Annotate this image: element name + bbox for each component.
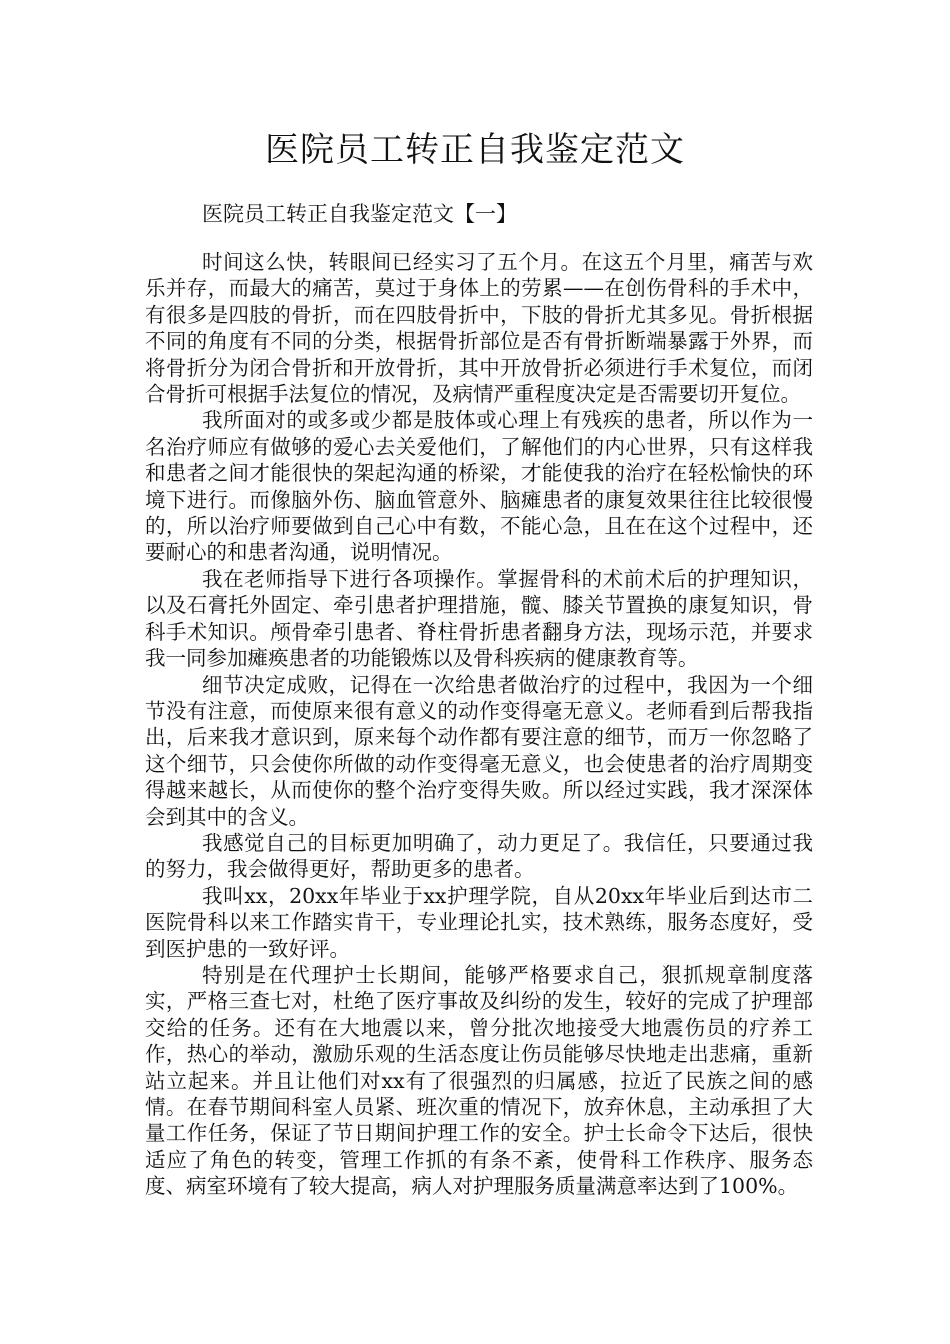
document-body (145, 249, 813, 1200)
paragraph-2: 我所面对的或多或少都是肢体或心理上有残疾的患者，所以作为一名治疗师应有做够的爱心去关爱他们，了解他们的内心世界，只有这样我和患者之间才能很快的架起沟通的桥梁，才能使我的治疗在轻松愉快的环境下进行。而像脑外伤、脑血管意外、脑瘫患者的康复效果往往比较很慢的，所以治疗师要做到自己心中有数，不能心急，且在在这个过程中，还要耐心的和患者沟通，说明情况。 (145, 408, 813, 565)
section-heading: 医院员工转正自我鉴定范文【一】 (202, 202, 517, 226)
paragraph-6: 我叫xx，20xx年毕业于xx护理学院，自从20xx年毕业后到达市二医院骨科以来工作踏实肯干，专业理论扎实，技术熟练，服务态度好，受到医护患的一致好评。 (145, 883, 813, 961)
document-title: 医院员工转正自我鉴定范文 (265, 130, 685, 170)
paragraph-7: 特别是在代理护士长期间，能够严格要求自己，狠抓规章制度落实，严格三查七对，杜绝了医疗事故及纠纷的发生，较好的完成了护理部交给的任务。还有在大地震以来，曾分批次地接受大地震伤员的疗养工作，热心的举动，激励乐观的生活态度让伤员能够尽快地走出悲痛，重新站立起来。并且让他们对xx有了很强烈的归属感，拉近了民族之间的感情。在春节期间科室人员紧、班次重的情况下，放弃休息，主动承担了大量工作任务，保证了节日期间护理工作的安全。护士长命令下达后，很快适应了角色的转变，管理工作抓的有条不紊，使骨科工作秩序、服务态度、病室环境有了较大提高，病人对护理服务质量满意率达到了100%。 (145, 962, 813, 1199)
paragraph-3: 我在老师指导下进行各项操作。掌握骨科的术前术后的护理知识，以及石膏托外固定、牵引患者护理措施，髋、膝关节置换的康复知识，骨科手术知识。颅骨牵引患者、脊柱骨折患者翻身方法，现场示范，并要求我一同参加瘫痪患者的功能锻炼以及骨科疾病的健康教育等。 (145, 566, 813, 671)
paragraph-5: 我感觉自己的目标更加明确了，动力更足了。我信任，只要通过我的努力，我会做得更好，帮助更多的患者。 (145, 830, 813, 882)
paragraph-1: 时间这么快，转眼间已经实习了五个月。在这五个月里，痛苦与欢乐并存，而最大的痛苦，莫过于身体上的劳累——在创伤骨科的手术中，有很多是四肢的骨折，而在四肢骨折中，下肢的骨折尤其多见。骨折根据不同的角度有不同的分类，根据骨折部位是否有骨折断端暴露于外界，而将骨折分为闭合骨折和开放骨折，其中开放骨折必须进行手术复位，而闭合骨折可根据手法复位的情况，及病情严重程度决定是否需要切开复位。 (145, 250, 813, 407)
paragraph-4: 细节决定成败，记得在一次给患者做治疗的过程中，我因为一个细节没有注意，而使原来很有意义的动作变得毫无意义。老师看到后帮我指出，后来我才意识到，原来每个动作都有要注意的细节，而万一你忽略了这个细节，只会使你所做的动作变得毫无意义，也会使患者的治疗周期变得越来越长，从而使你的整个治疗变得失败。所以经过实践，我才深深体会到其中的含义。 (145, 672, 813, 829)
